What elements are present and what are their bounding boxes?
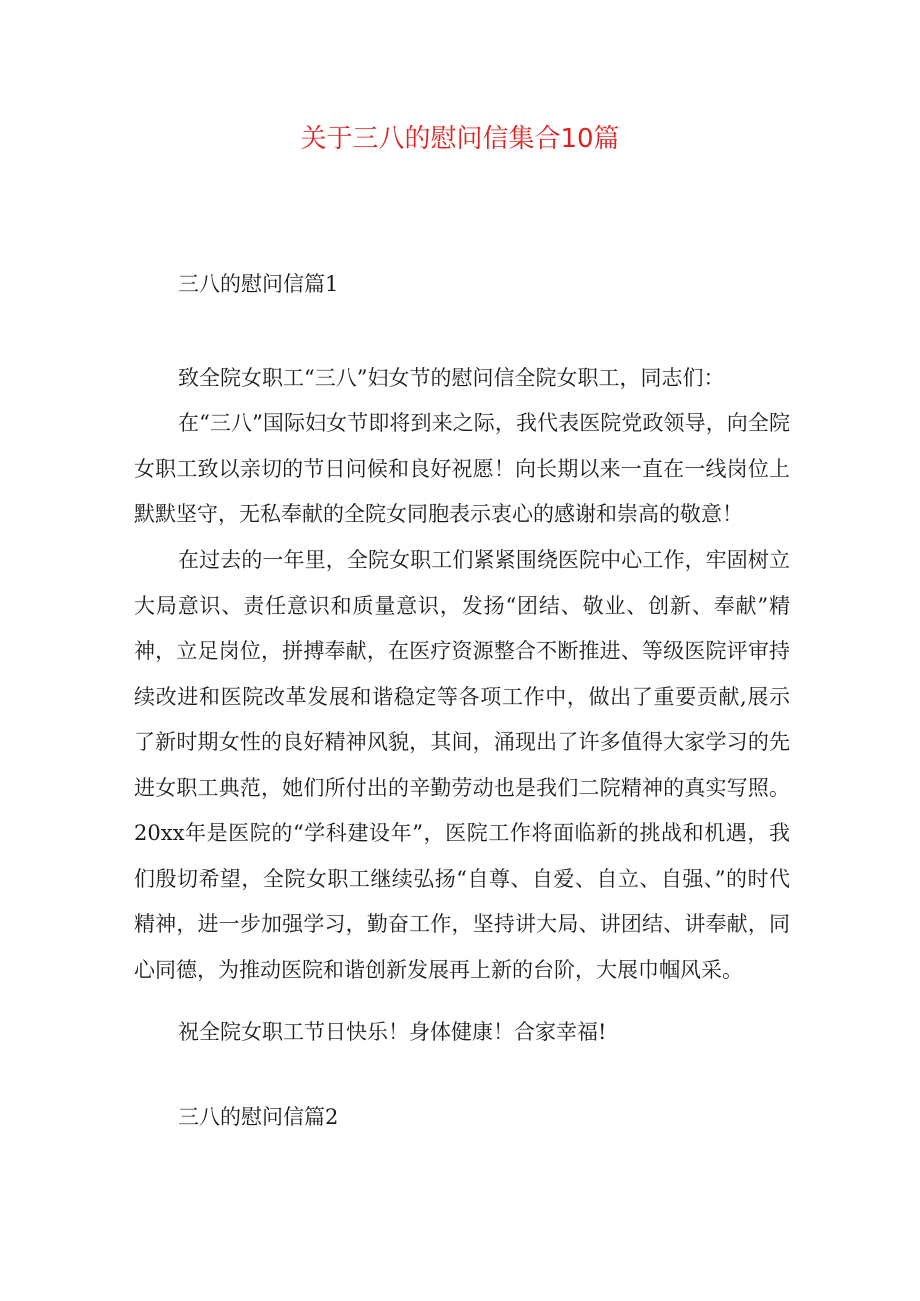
letter-salutation: 致全院女职工“三八”妇女节的慰问信全院女职工，同志们：: [178, 366, 725, 390]
paragraph-closing-wishes: 祝全院女职工节日快乐！身体健康！合家幸福!: [178, 1020, 607, 1044]
paragraph-greeting: 在“三八”国际妇女节即将到来之际，我代表医院党政领导，向全院女职工致以亲切的节日问候和良好祝愿！向长期以来一直在一线岗位上默默坚守，无私奉献的全院女同胞表示衷心的感谢和崇高的敬意！: [134, 411, 790, 526]
section-heading-1: 三八的慰问信篇1: [178, 272, 339, 296]
paragraph-achievements: 在过去的一年里，全院女职工们紧紧围绕医院中心工作，牢固树立大局意识、责任意识和质量意识，发扬“团结、敬业、创新、奉献”精神，立足岗位，拼搏奉献，在医疗资源整合不断推进、等级医院评审持续改进和医院改革发展和谐稳定等各项工作中，做出了重要贡献,展示了新时期女性的良好精神风貌，其间，涌现出了许多值得大家学习的先进女职工典范，她们所付出的辛勤劳动也是我们二院精神的真实写照。20xx年是医院的“学科建设年”，医院工作将面临新的挑战和机遇，我们殷切希望，全院女职工继续弘扬“自尊、自爱、自立、自强、”的时代精神，进一步加强学习，勤奋工作，坚持讲大局、讲团结、讲奉献，同心同德，为推动医院和谐创新发展再上新的台阶，大展巾帼风采。: [134, 548, 790, 982]
document-title: 关于三八的慰问信集合10篇: [300, 124, 620, 154]
section-heading-2: 三八的慰问信篇2: [178, 1105, 339, 1129]
